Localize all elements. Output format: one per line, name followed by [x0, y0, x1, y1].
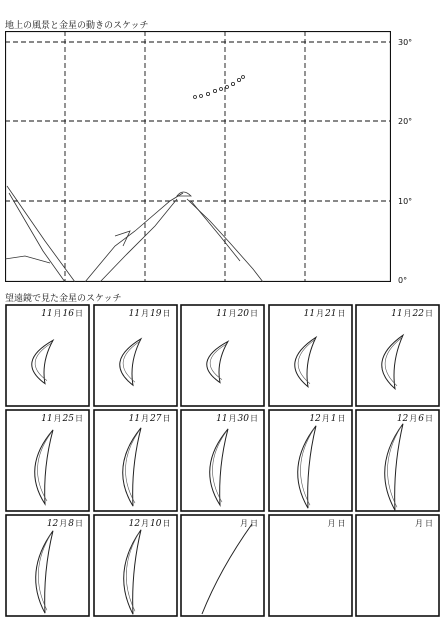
altitude-label-0: 0°	[398, 276, 408, 285]
cell-frame	[268, 304, 353, 407]
cell-frame	[93, 409, 178, 512]
sketch-cell	[268, 304, 353, 407]
date-month: 11	[41, 414, 53, 424]
sketch-cell	[355, 304, 440, 407]
observation-date	[391, 308, 434, 319]
observation-date	[216, 308, 259, 319]
day-char: 日	[250, 414, 258, 423]
date-day: 27	[150, 414, 162, 424]
sky-grid	[5, 31, 391, 282]
month-char: 月	[228, 414, 237, 423]
day-char: 日	[337, 519, 346, 528]
observation-date	[129, 308, 172, 319]
month-char: 月	[53, 414, 62, 423]
observation-date	[129, 518, 172, 529]
sketch-cell	[180, 514, 265, 617]
date-month: 11	[216, 309, 228, 319]
date-day: 6	[418, 414, 424, 424]
day-char: 日	[162, 414, 171, 423]
cell-frame	[268, 409, 353, 512]
sketch-cell	[5, 304, 90, 407]
cell-frame	[5, 304, 90, 407]
observation-date	[239, 518, 259, 529]
cell-frame	[268, 514, 353, 617]
date-month: 12	[309, 414, 321, 424]
sketch-cell	[268, 514, 353, 617]
cell-frame	[180, 304, 265, 407]
day-char: 日	[250, 519, 258, 528]
date-day: 8	[68, 519, 74, 529]
date-month: 11	[303, 309, 316, 319]
cell-frame	[355, 304, 440, 407]
date-day: 25	[62, 414, 74, 424]
sketch-cell	[5, 514, 90, 617]
pencil-stroke	[202, 524, 252, 614]
date-month: 12	[46, 519, 59, 529]
day-char: 日	[75, 519, 83, 528]
date-month: 11	[216, 414, 228, 424]
date-month: 11	[391, 309, 403, 319]
date-day: 1	[330, 414, 337, 424]
day-char: 日	[162, 519, 171, 528]
date-day: 10	[150, 519, 162, 529]
sketch-cell	[355, 514, 440, 617]
cell-frame	[180, 409, 265, 512]
sketch-cell	[268, 409, 353, 512]
day-char: 日	[337, 414, 346, 423]
observation-date	[309, 413, 346, 424]
landscape-sketch	[5, 186, 263, 282]
date-month: 11	[128, 309, 141, 319]
sky-sketch-title: 地上の風景と金星の動きのスケッチ	[5, 21, 149, 31]
date-month: 12	[396, 414, 409, 424]
month-char: 月	[403, 309, 412, 318]
day-char: 日	[75, 309, 83, 318]
date-month: 11	[41, 309, 53, 319]
month-char: 月	[327, 519, 336, 528]
date-month: 11	[128, 414, 141, 424]
sketch-cell	[180, 409, 265, 512]
month-char: 月	[53, 309, 62, 318]
date-day: 19	[150, 309, 162, 319]
date-day: 20	[237, 309, 249, 319]
month-char: 月	[409, 414, 418, 423]
observation-date	[41, 308, 84, 319]
sketch-cell	[93, 514, 178, 617]
date-day: 21	[325, 309, 337, 319]
observation-date	[41, 413, 84, 424]
sketch-cell	[93, 304, 178, 407]
sky-sketch-panel	[5, 31, 391, 282]
day-char: 日	[162, 309, 171, 318]
cell-frame	[5, 514, 90, 617]
day-char: 日	[337, 309, 346, 318]
month-char: 月	[415, 519, 423, 528]
day-char: 日	[425, 519, 433, 528]
altitude-label-10: 10°	[398, 197, 413, 206]
cell-frame	[5, 409, 90, 512]
sketch-cell	[180, 304, 265, 407]
altitude-label-30: 30°	[398, 38, 413, 47]
cell-frame	[355, 409, 440, 512]
sky-frame	[6, 32, 391, 282]
month-char: 月	[240, 519, 248, 528]
date-day: 16	[62, 309, 74, 319]
observation-date	[304, 308, 347, 319]
month-char: 月	[228, 309, 237, 318]
month-char: 月	[141, 309, 150, 318]
date-day: 22	[412, 309, 424, 319]
day-char: 日	[425, 414, 433, 423]
month-char: 月	[141, 519, 150, 528]
observation-date	[397, 413, 434, 424]
cell-frame	[93, 514, 178, 617]
month-char: 月	[316, 309, 325, 318]
observation-date	[47, 518, 84, 529]
day-char: 日	[75, 414, 83, 423]
month-char: 月	[321, 414, 330, 423]
date-day: 30	[237, 414, 249, 424]
telescope-sketch-grid	[5, 304, 437, 618]
cell-frame	[355, 514, 440, 617]
cell-frame	[180, 514, 265, 617]
observation-date	[216, 413, 259, 424]
venus-positions	[194, 76, 245, 99]
day-char: 日	[425, 309, 433, 318]
date-month: 12	[128, 519, 141, 529]
sketch-cell	[355, 409, 440, 512]
day-char: 日	[250, 309, 258, 318]
sketch-cell	[93, 409, 178, 512]
month-char: 月	[141, 414, 150, 423]
observation-date	[129, 413, 172, 424]
observation-date	[327, 518, 347, 529]
altitude-label-20: 20°	[398, 117, 413, 126]
month-char: 月	[59, 519, 68, 528]
sketch-cell	[5, 409, 90, 512]
observation-date	[414, 518, 434, 529]
telescope-sketch-title: 望遠鏡で見た金星のスケッチ	[5, 294, 122, 304]
cell-frame	[93, 304, 178, 407]
